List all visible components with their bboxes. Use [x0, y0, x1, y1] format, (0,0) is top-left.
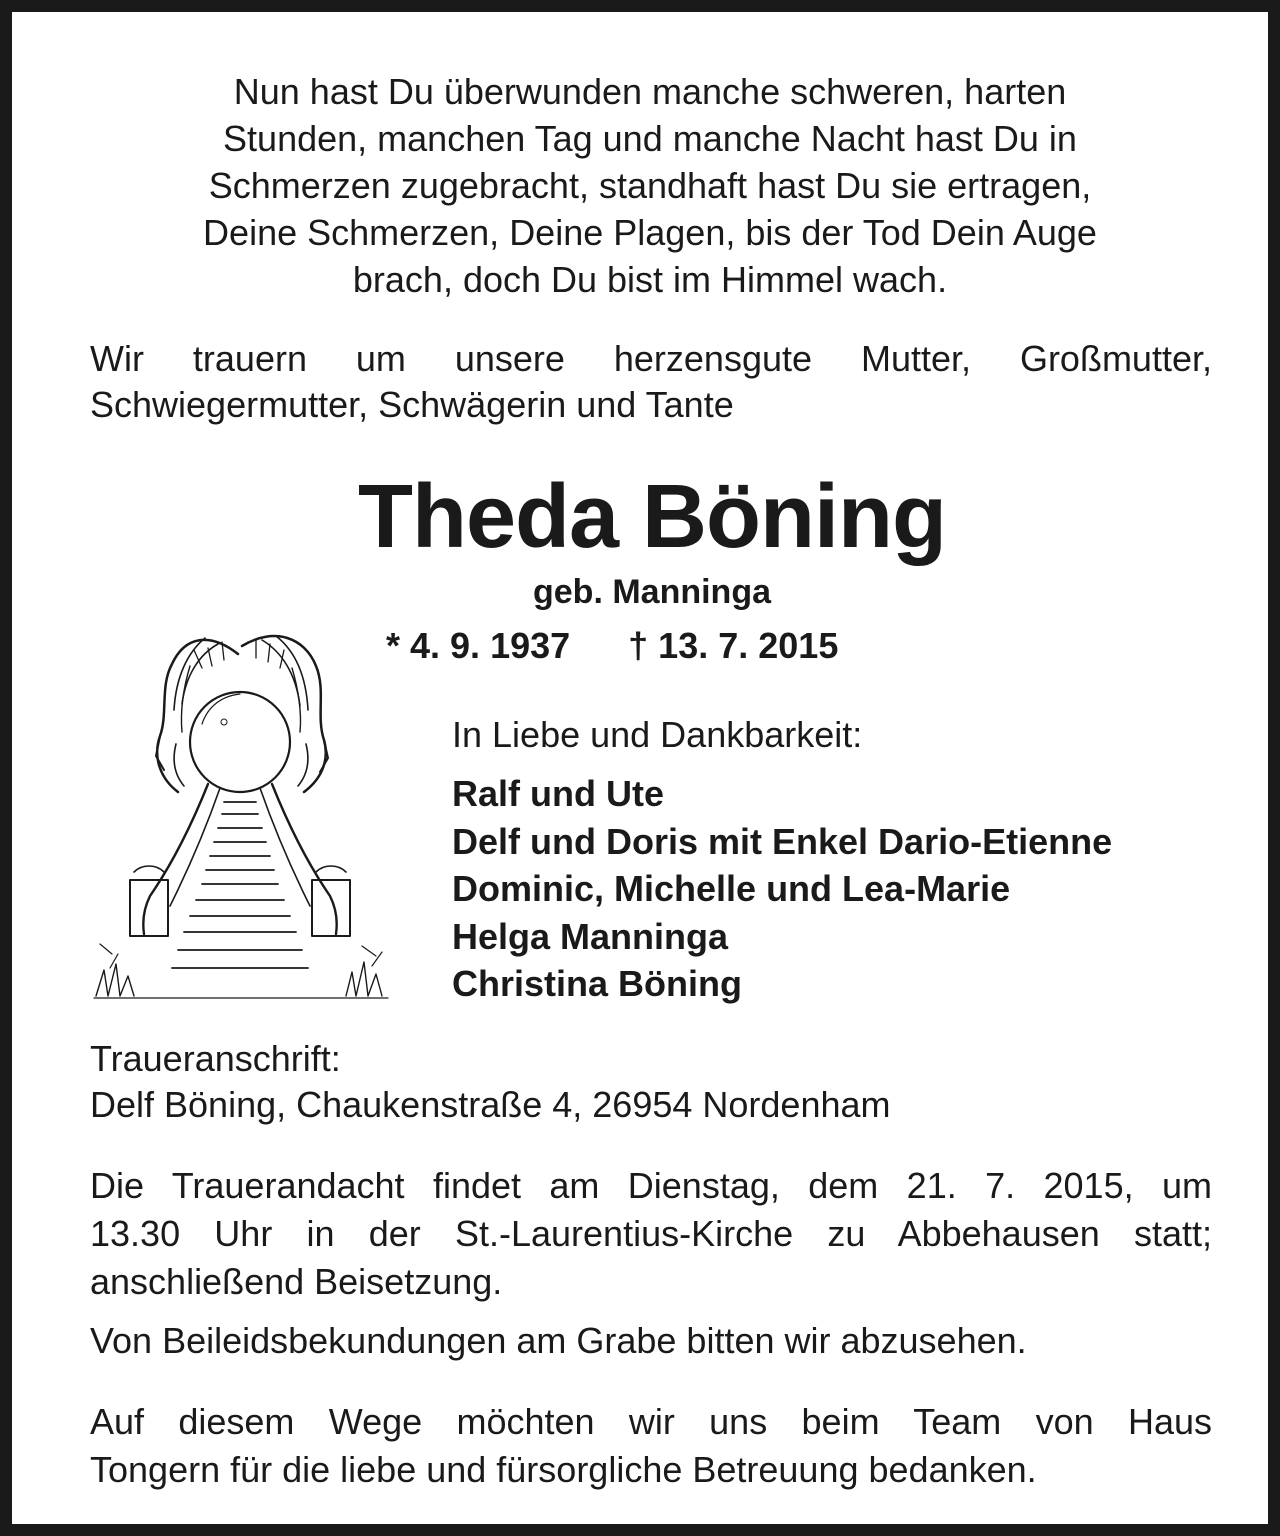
service-line: Die Trauerandacht findet am Dienstag, dem 21. 7. 2015, um: [90, 1165, 1212, 1206]
memorial-poem: [112, 68, 1188, 303]
service-line: anschließend Beisetzung.: [90, 1261, 503, 1302]
thanks-line: Tongern für die liebe und fürsorgliche Betreuung bedanken.: [90, 1449, 1037, 1490]
poem-line: Stunden, manchen Tag und manche Nacht hast Du in: [223, 118, 1077, 159]
thanks-note: [90, 1398, 1212, 1494]
address-label: Traueranschrift:: [90, 1038, 341, 1079]
family-member: Dominic, Michelle und Lea-Marie: [452, 868, 1011, 909]
poem-line: brach, doch Du bist im Himmel wach.: [352, 259, 948, 300]
poem-line: Schmerzen zugebracht, standhaft hast Du sie ertragen,: [208, 165, 1092, 206]
mourning-intro: [90, 336, 1212, 428]
poem-line: Nun hast Du überwunden manche schweren, harten: [233, 71, 1067, 112]
deceased-name: Theda Böning: [358, 467, 946, 567]
birth-name: geb. Manninga: [533, 573, 771, 611]
death-date: † 13. 7. 2015: [628, 625, 839, 666]
family-member: Helga Manninga: [452, 915, 729, 957]
family-member: Christina Böning: [452, 963, 742, 1004]
thanks-line: Auf diesem Wege möchten wir uns beim Team von Haus: [90, 1401, 1212, 1442]
life-dates: [386, 624, 838, 668]
mourning-address: [90, 1036, 891, 1128]
birth-date: * 4. 9. 1937: [386, 625, 571, 666]
poem-line: Deine Schmerzen, Deine Plagen, bis der Tod Dein Auge: [203, 212, 1097, 253]
mourning-intro-line: Schwiegermutter, Schwägerin und Tante: [90, 384, 734, 425]
stairway-to-heaven-drawing-icon: [90, 624, 392, 1002]
family-member: Delf und Doris mit Enkel Dario-Etienne: [452, 820, 1113, 862]
service-line: 13.30 Uhr in der St.-Laurentius-Kirche zu Abbehausen statt;: [90, 1213, 1212, 1254]
family-signatures: [452, 712, 1232, 1008]
funeral-service-info: [90, 1162, 1212, 1306]
condolence-note: Von Beileidsbekundungen am Grabe bitten wir abzusehen.: [90, 1320, 1027, 1361]
family-intro: In Liebe und Dankbarkeit:: [452, 714, 863, 755]
address-value: Delf Böning, Chaukenstraße 4, 26954 Nordenham: [90, 1084, 891, 1125]
family-member: Ralf und Ute: [452, 773, 664, 814]
mourning-intro-line: Wir trauern um unsere herzensgute Mutter, Großmutter,: [90, 338, 1212, 379]
